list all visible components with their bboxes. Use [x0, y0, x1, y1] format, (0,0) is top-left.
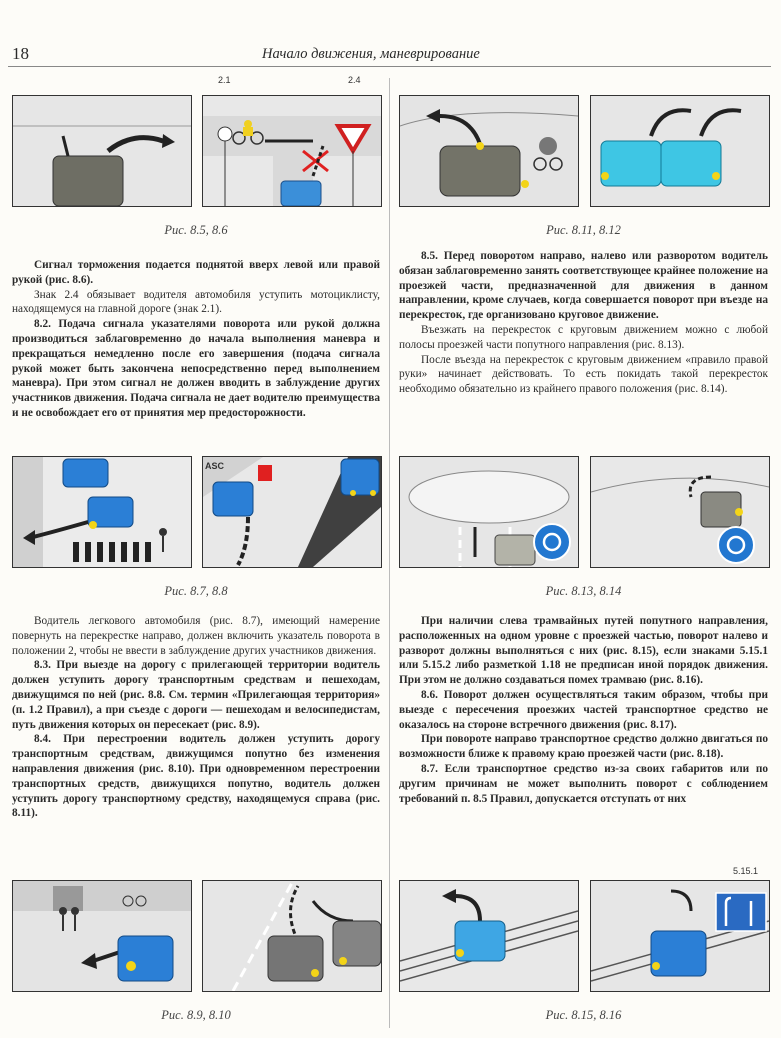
figure-8-8 — [202, 456, 382, 568]
figure-8-9 — [12, 880, 192, 992]
caption-fig-8-15-8-16: Рис. 8.15, 8.16 — [545, 1008, 622, 1022]
figure-8-8-illustration — [203, 457, 381, 567]
paragraph-roundabout-entry: Въезжать на перекресток с круговым движением можно с любой полосы проезжей части попутного направления (рис. 8.13). — [399, 323, 768, 351]
figure-8-5 — [12, 95, 192, 207]
paragraph-right-turn: При повороте направо транспортное средство должно двигаться по возможности ближе к правому краю проезжей части (рис. 8.18). — [399, 733, 768, 761]
left-text-block-1 — [12, 258, 380, 421]
right-text-block-1 — [399, 249, 768, 397]
sign-label-2-4: 2.4 — [348, 75, 361, 85]
figure-8-16 — [590, 880, 770, 992]
caption-fig-8-7-8-8: Рис. 8.7, 8.8 — [164, 584, 228, 598]
figure-8-7 — [12, 456, 192, 568]
column-divider — [389, 78, 390, 1028]
header-rule — [8, 66, 771, 67]
figure-8-16-illustration — [591, 881, 769, 991]
paragraph-car-turn-signal: Водитель легкового автомобиля (рис. 8.7), имеющий намерение повернуть на перекрестке направо, должен включить указатель поворота в положении 2, чтобы не ввести в заблуждение других участников движения. — [12, 615, 380, 657]
caption-fig-8-9-8-10: Рис. 8.9, 8.10 — [161, 1008, 231, 1022]
figure-8-15 — [399, 880, 579, 992]
sign-label-5-15-1: 5.15.1 — [733, 866, 759, 876]
figure-8-9-illustration — [13, 881, 191, 991]
page-title: Начало движения, маневрирование — [262, 46, 480, 62]
figure-8-6 — [202, 95, 382, 207]
caption-fig-8-13-8-14: Рис. 8.13, 8.14 — [545, 584, 622, 598]
figure-8-11-illustration — [400, 96, 578, 206]
paragraph-sign-2-4: Знак 2.4 обязывает водителя автомобиля уступить мотоциклисту, находящемуся на главной дороге (знак 2.1). — [12, 288, 380, 316]
page-number: 18 — [12, 44, 29, 63]
figure-8-12 — [590, 95, 770, 207]
caption-fig-8-5-8-6: Рис. 8.5, 8.6 — [164, 223, 228, 237]
sign-label-2-1: 2.1 — [218, 75, 231, 85]
figure-8-13 — [399, 456, 579, 568]
paragraph-8-2: 8.2. Подача сигнала указателями поворота или рукой должна производиться заблаговременно до начала выполнения маневра и прекращаться немедленно после его завершения (подача сигнала рукой может быть закончена непосредственно перед выполнением маневра). При этом сигнал не должен вводить в заблуждение других участников движения. Подача сигнала не дает водителю преимущества и не освобождает его от принятия мер предосторожности. — [12, 318, 380, 419]
figure-8-15-illustration — [400, 881, 578, 991]
left-text-block-2 — [12, 614, 380, 821]
figure-8-6-illustration — [203, 96, 381, 206]
paragraph-8-3: 8.3. При выезде на дорогу с прилегающей территории водитель должен уступить дорогу транспортным средствам и пешеходам, движущимся по ней (рис. 8.8. См. термин «Прилегающая территория» (п. 1.2 Правил), а при съезде с дороги — пешеходам и велосипедистам, путь движения которых он пересекает (рис. 8.9). — [12, 659, 380, 731]
asc-label: ASC — [205, 461, 225, 471]
figure-8-10 — [202, 880, 382, 992]
caption-fig-8-11-8-12: Рис. 8.11, 8.12 — [546, 223, 621, 237]
figure-8-13-illustration — [400, 457, 578, 567]
paragraph-brake-signal: Сигнал торможения подается поднятой вверх левой или правой рукой (рис. 8.6). — [12, 259, 380, 286]
figure-8-14-illustration — [591, 457, 769, 567]
figure-8-5-illustration — [13, 96, 191, 206]
figure-8-7-illustration — [13, 457, 191, 567]
paragraph-tram-tracks: При наличии слева трамвайных путей попутного направления, расположенных на одном уровне с проезжей частью, поворот налево и разворот должны выполняться с них (рис. 8.15), если знаками 5.15.1 или 5.15.2 либо разметкой 1.18 не предписан иной порядок движения. При этом не должно создаваться помех трамваю (рис. 8.16). — [399, 615, 768, 687]
paragraph-8-6: 8.6. Поворот должен осуществляться таким образом, чтобы при выезде с пересечения проезжих частей транспортное средство не оказалось на стороне встречного движения (рис. 8.17). — [399, 688, 768, 731]
figure-8-14 — [590, 456, 770, 568]
paragraph-8-4: 8.4. При перестроении водитель должен уступить дорогу транспортным средствам, движущимся попутно без изменения направления движения (рис. 8.10). При одновременном перестроении транспортных средств, движущихся попутно, водитель должен уступить дорогу транспортному средству, находящемуся справа (рис. 8.11). — [12, 733, 380, 820]
figure-8-11 — [399, 95, 579, 207]
paragraph-8-5: 8.5. Перед поворотом направо, налево или разворотом водитель обязан заблаговременно занять соответствующее крайнее положение на проезжей части, предназначенной для движения в данном направлении, кроме случаев, когда совершается поворот при въезде на перекресток, где организовано круговое движение. — [399, 250, 768, 322]
right-text-block-2 — [399, 614, 768, 806]
paragraph-roundabout-exit: После въезда на перекресток с круговым движением «правило правой руки» начинает действовать. То есть покидать такой перекресток необходимо обязательно из крайнего правого положения (рис. 8.14). — [399, 353, 768, 396]
figure-8-10-illustration — [203, 881, 381, 991]
paragraph-8-7: 8.7. Если транспортное средство из-за своих габаритов или по другим причинам не может выполнить поворот с соблюдением требований п. 8.5 Правил, допускается отступать от них — [399, 762, 768, 805]
figure-8-12-illustration — [591, 96, 769, 206]
